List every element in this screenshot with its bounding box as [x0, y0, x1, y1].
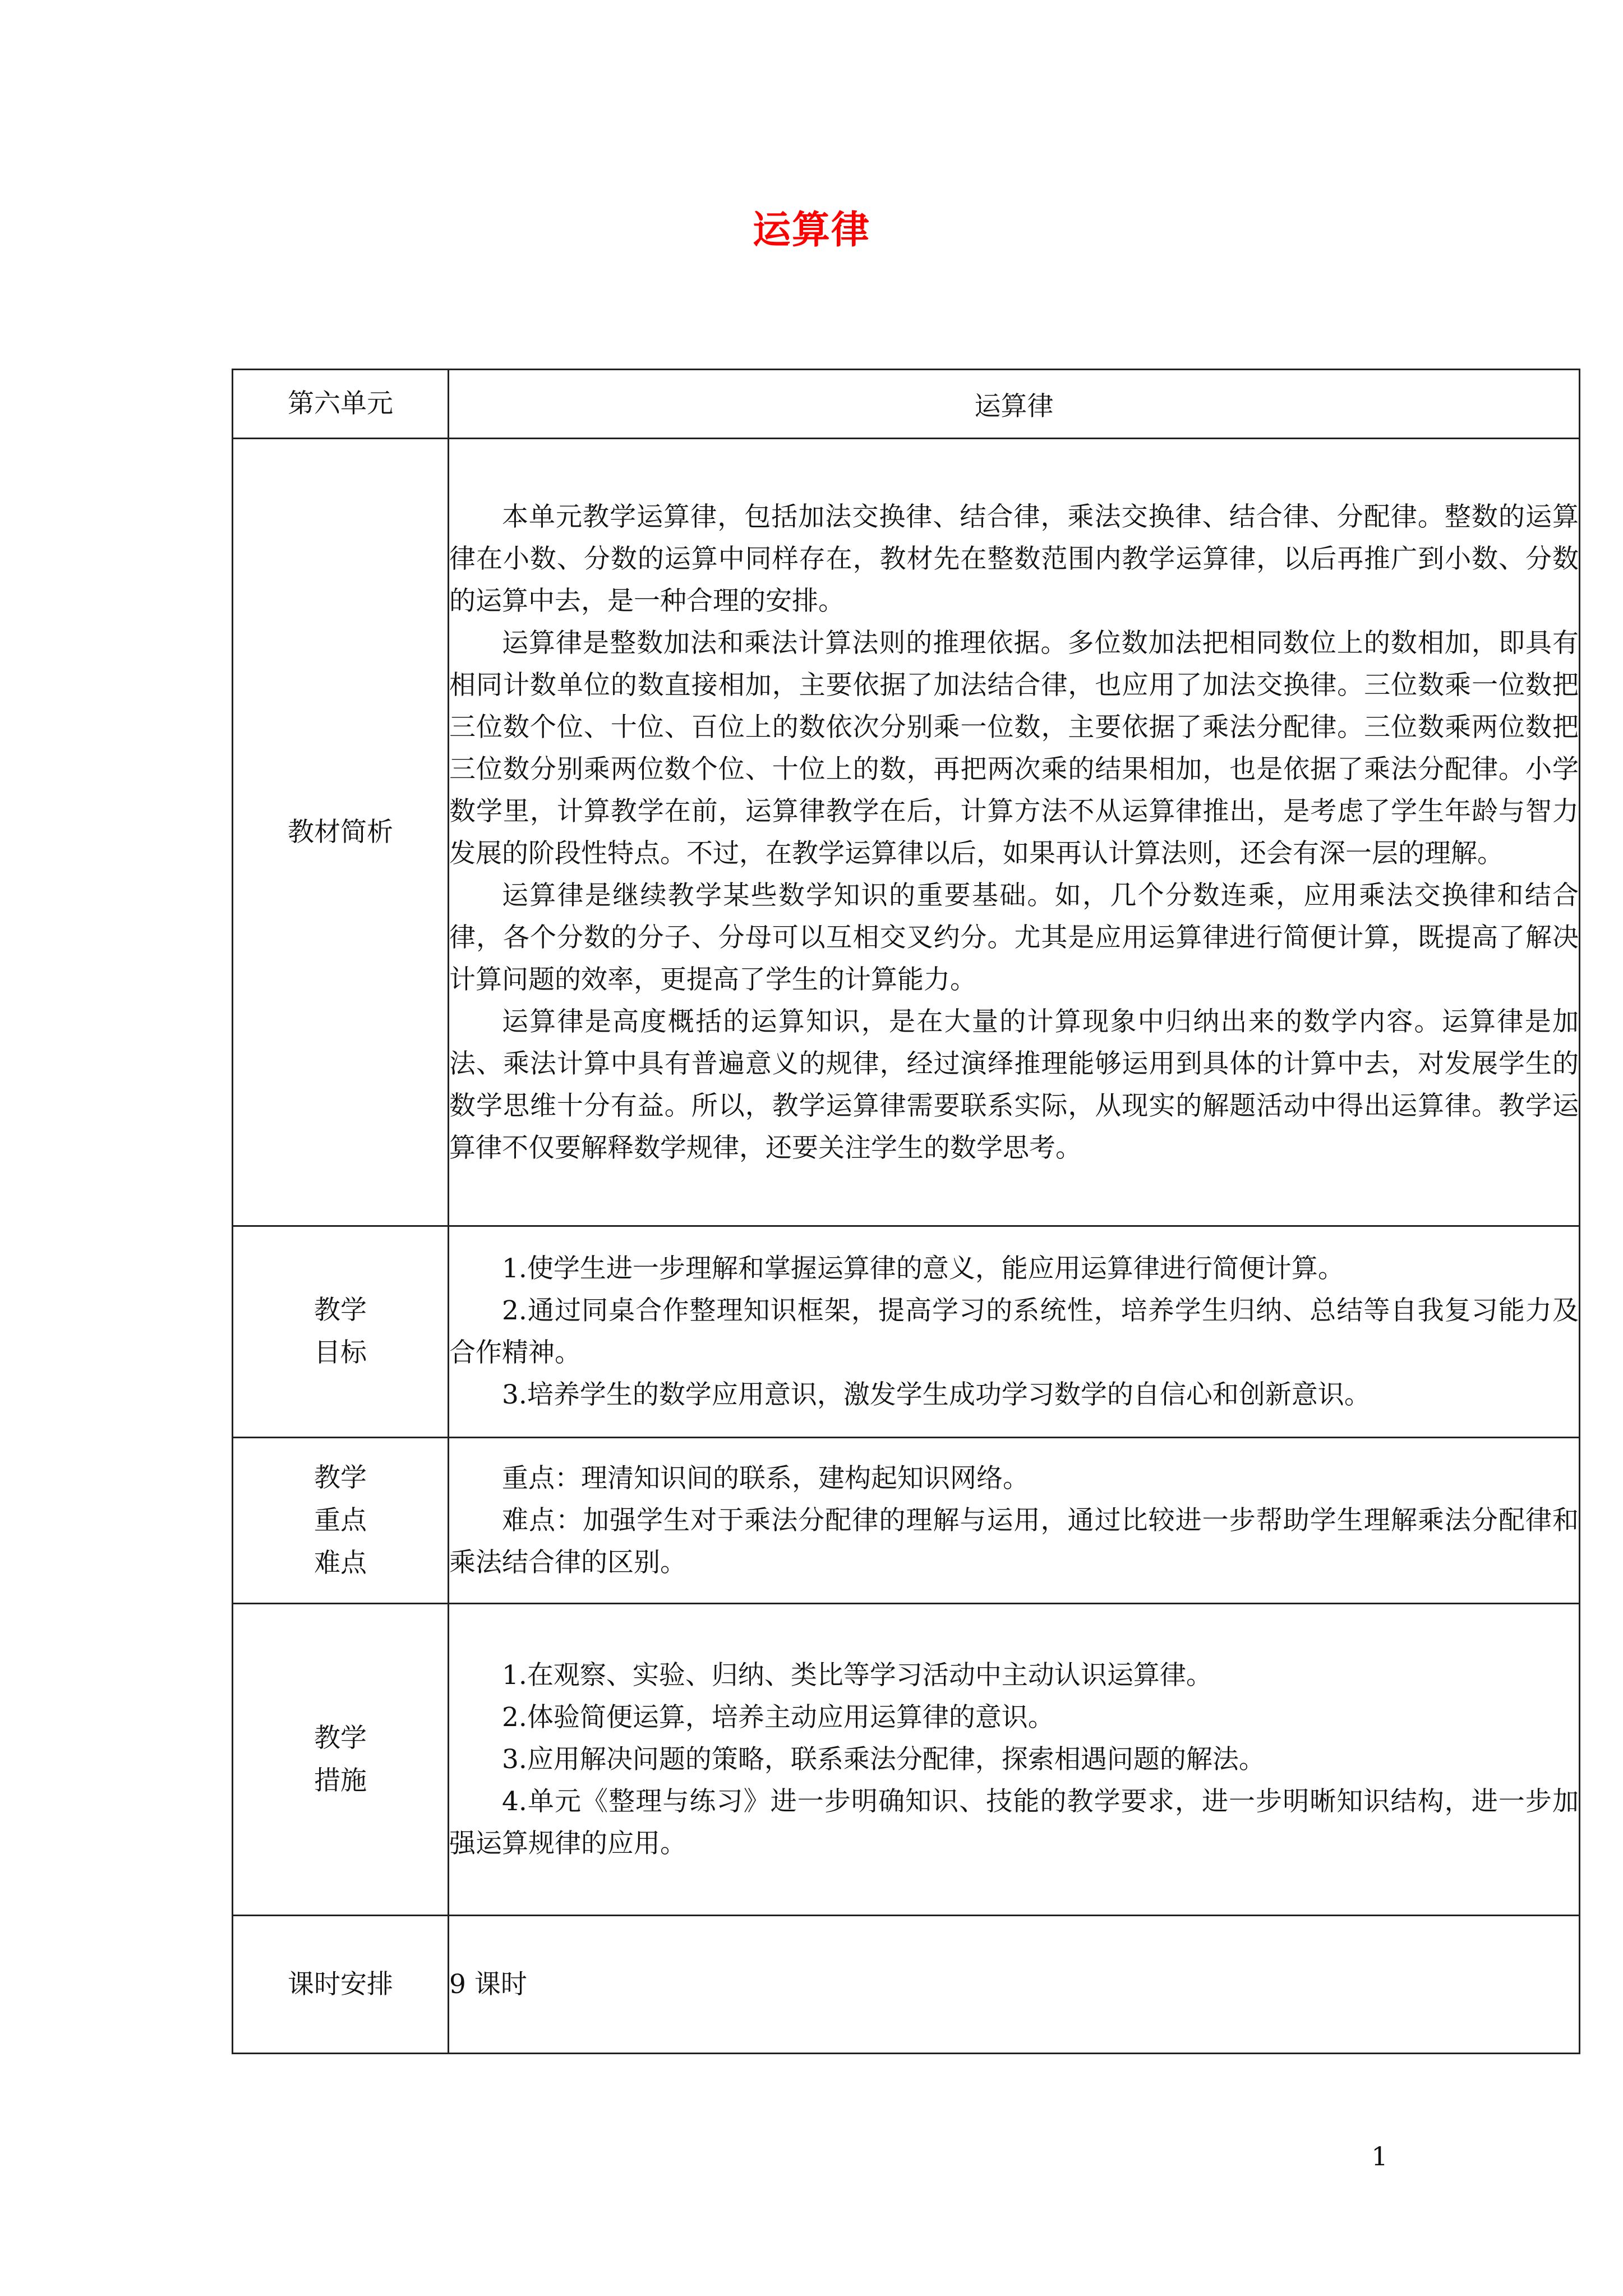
textbook-analysis-label-cell — [233, 439, 449, 1226]
textbook-analysis-label: 教材简析 — [288, 816, 393, 848]
key-points-label-line-3: 难点 — [314, 1547, 367, 1579]
measures-item-2: 2.体验简便运算，培养主动应用运算律的意识。 — [502, 1702, 1054, 1733]
page-number: 1 — [1371, 2141, 1388, 2171]
key-points-label-line-2: 重点 — [314, 1504, 367, 1536]
measures-label-line-2: 措施 — [314, 1765, 367, 1796]
goals-item-2: 2.通过同桌合作整理知识框架，提高学习的系统性，培养学生归纳、总结等自我复习能力及合作精神。 — [449, 1295, 1579, 1368]
textbook-analysis-paragraph-3: 运算律是继续教学某些数学知识的重要基础。如，几个分数连乘，应用乘法交换律和结合律，各个分数的分子、分母可以互相交叉约分。尤其是应用运算律进行简便计算，既提高了解决计算问题的效率，更提高了学生的计算能力。 — [449, 880, 1579, 995]
table-row-goals — [233, 1226, 1580, 1438]
measures-content — [449, 1604, 1580, 1916]
textbook-analysis-paragraph-2: 运算律是整数加法和乘法计算法则的推理依据。多位数加法把相同数位上的数相加，即具有相同计数单位的数直接相加，主要依据了加法结合律，也应用了加法交换律。三位数乘一位数把三位数个位、十位、百位上的数依次分别乘一位数，主要依据了乘法分配律。三位数乘两位数把三位数分别乘两位数个位、十位上的数，再把两次乘的结果相加，也是依据了乘法分配律。小学数学里，计算教学在前，运算律教学在后，计算方法不从运算律推出，是考虑了学生年龄与智力发展的阶段性特点。不过，在教学运算律以后，如果再认计算法则，还会有深一层的理解。 — [449, 627, 1579, 869]
unit-title: 运算律 — [974, 390, 1054, 422]
textbook-analysis-paragraph-1: 本单元教学运算律，包括加法交换律、结合律，乘法交换律、结合律、分配律。整数的运算律在小数、分数的运算中同样存在，教材先在整数范围内教学运算律，以后再推广到小数、分数的运算中去，是一种合理的安排。 — [449, 501, 1579, 616]
measures-item-1: 1.在观察、实验、归纳、类比等学习活动中主动认识运算律。 — [502, 1660, 1212, 1691]
schedule-content — [449, 1916, 1580, 2054]
goals-label-line-1: 教学 — [314, 1295, 367, 1326]
table-row-key-points — [233, 1438, 1580, 1604]
lesson-plan-table — [232, 369, 1580, 2054]
unit-label-cell — [233, 370, 449, 439]
unit-label: 第六单元 — [288, 388, 393, 419]
table-row-textbook-analysis — [233, 439, 1580, 1226]
goals-content — [449, 1226, 1580, 1438]
key-points-label-cell — [233, 1438, 449, 1604]
measures-item-3: 3.应用解决问题的策略，联系乘法分配律，探索相遇问题的解法。 — [502, 1744, 1265, 1775]
measures-item-4: 4.单元《整理与练习》进一步明确知识、技能的教学要求，进一步明晰知识结构，进一步加强运算规律的应用。 — [449, 1786, 1579, 1859]
document-title: 运算律 — [752, 208, 870, 252]
measures-label-cell — [233, 1604, 449, 1916]
measures-label-line-1: 教学 — [314, 1722, 367, 1754]
table-row-measures — [233, 1604, 1580, 1916]
textbook-analysis-paragraph-4: 运算律是高度概括的运算知识，是在大量的计算现象中归纳出来的数学内容。运算律是加法、乘法计算中具有普遍意义的规律，经过演绎推理能够运用到具体的计算中去，对发展学生的数学思维十分有益。所以，教学运算律需要联系实际，从现实的解题活动中得出运算律。教学运算律不仅要解释数学规律，还要关注学生的数学思考。 — [449, 1006, 1579, 1163]
table-row-unit — [233, 370, 1580, 439]
key-points-label-line-1: 教学 — [314, 1462, 367, 1493]
goals-label-line-2: 目标 — [314, 1337, 367, 1368]
goals-item-3: 3.培养学生的数学应用意识，激发学生成功学习数学的自信心和创新意识。 — [502, 1379, 1371, 1410]
schedule-label: 课时安排 — [288, 1968, 393, 2000]
key-points-item-1: 重点：理清知识间的联系，建构起知识网络。 — [502, 1463, 1029, 1494]
key-points-item-2: 难点：加强学生对于乘法分配律的理解与运用，通过比较进一步帮助学生理解乘法分配律和乘法结合律的区别。 — [449, 1505, 1579, 1578]
table-row-schedule — [233, 1916, 1580, 2054]
goals-label-cell — [233, 1226, 449, 1438]
key-points-content — [449, 1438, 1580, 1604]
textbook-analysis-content — [449, 439, 1580, 1226]
goals-item-1: 1.使学生进一步理解和掌握运算律的意义，能应用运算律进行简便计算。 — [502, 1253, 1344, 1284]
schedule-label-cell — [233, 1916, 449, 2054]
unit-title-cell — [449, 370, 1580, 439]
schedule-value: 9 课时 — [449, 1969, 527, 2000]
